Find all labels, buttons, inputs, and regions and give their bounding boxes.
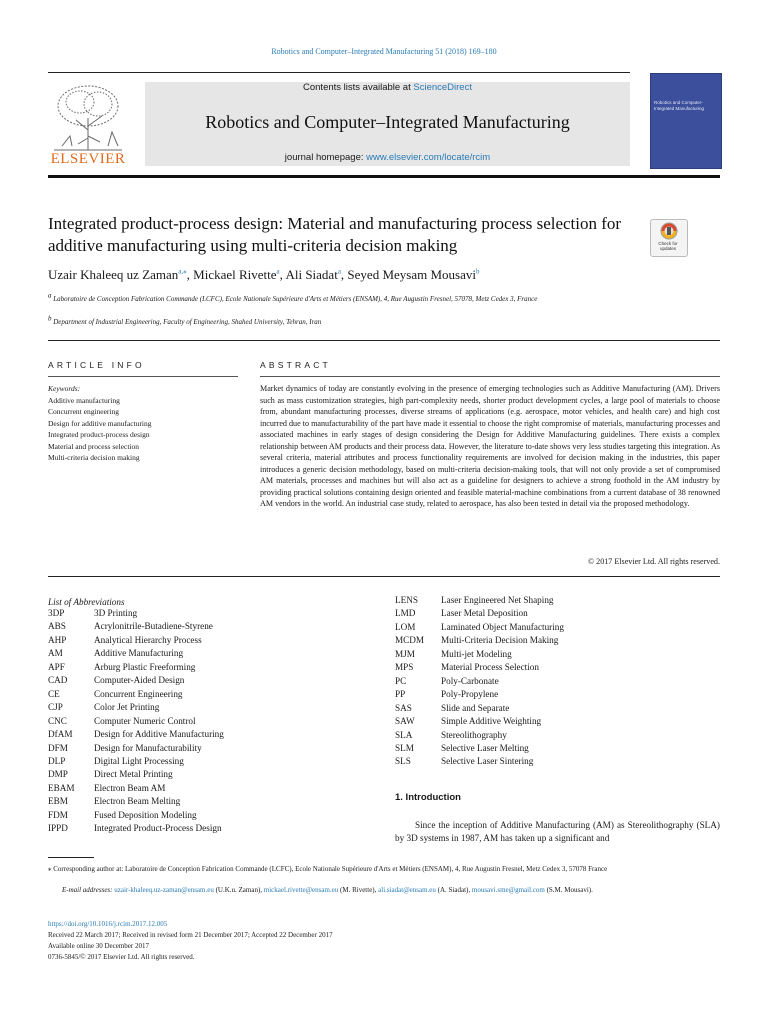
abbreviations-table-left [48, 607, 224, 836]
abbreviation-code: CJP [48, 702, 63, 713]
abbreviation-meaning: Selective Laser Melting [441, 742, 529, 753]
homepage-prefix: journal homepage: [284, 152, 367, 163]
available-online-date: Available online 30 December 2017 [48, 942, 149, 950]
introduction-text: Since the inception of Additive Manufacturing (AM) as Stereolithography (SLA) by 3D systems in 1987, AM has taken up a significant and [395, 820, 720, 844]
abbreviation-meaning: Slide and Separate [441, 702, 510, 713]
abbreviation-row [48, 701, 224, 714]
abbreviation-code: FDM [48, 809, 68, 820]
abbreviation-row [395, 675, 564, 688]
author[interactable] [48, 267, 187, 282]
abbreviations-title: List of Abbreviations [48, 597, 125, 607]
abbreviation-meaning: Selective Laser Sintering [441, 756, 534, 767]
abbreviation-code: PC [395, 675, 407, 686]
abbreviation-code: EBAM [48, 782, 75, 793]
email-link[interactable]: uzair-khaleeq.uz-zaman@ensam.eu [114, 886, 214, 894]
received-dates: Received 22 March 2017; Received in revised form 21 December 2017; Accepted 22 December 2017 [48, 931, 333, 939]
abbreviation-row [395, 648, 564, 661]
abbreviation-code: SLM [395, 742, 414, 753]
abbreviation-row [395, 729, 564, 742]
abbreviation-code: AM [48, 648, 63, 659]
abbreviation-meaning: Direct Metal Printing [94, 769, 173, 780]
abbreviation-row [395, 634, 564, 647]
abbreviation-row [48, 742, 224, 755]
author-separator: , [279, 267, 286, 282]
abstract-heading: ABSTRACT [260, 360, 331, 370]
abbreviation-row [48, 728, 224, 741]
abbreviation-meaning: 3D Printing [94, 608, 138, 618]
journal-homepage-link[interactable]: www.elsevier.com/locate/rcim [366, 152, 491, 163]
affiliation-mark: a [48, 291, 52, 300]
abbreviation-meaning: Additive Manufacturing [94, 648, 184, 659]
abbreviation-code: MPS [395, 662, 414, 673]
affiliation-text: Department of Industrial Engineering, Faculty of Engineering, Shahed University, Tehran, Iran [53, 318, 322, 326]
abbreviation-row [395, 661, 564, 674]
abbreviation-row [48, 607, 224, 620]
abbreviations-table-right [395, 594, 564, 769]
abbreviation-row [395, 742, 564, 755]
abbreviation-code: SAS [395, 702, 412, 713]
abbreviation-meaning: Computer Numeric Control [94, 715, 196, 726]
abstract-text: Market dynamics of today are constantly evolving in the presence of emerging technologies such as Additive Manufacturing (AM). Drivers such as mass customization strategies, high part-complexity needs, shorter product development cycles, a large pool of materials to choose from, abundant manufacturing processes, diverse streams of applications (e.g. aerospace, motor vehicles, and health care) and high cost incurred due to manufacturability of the part have made it essential to choose the right compromise of materials, manufacturing processes and associated machines in early stages of design considering the Design for Additive Manufacturing guidelines. There exists a complex relationship between AM products and their process data. However, the literature to-date shows very less studies targeting this integration. As several criteria, material attributes and process functionality requirements are involved for decision making in the industries, this paper introduces a generic decision methodology, based on multi-criteria decision-making tools, that will not only provide a set of compromised AM materials, processes and machines but will also act as a guideline for designers to achieve a strong foothold in the AM industry by providing practical solutions containing design oriented and feasible material-machine combinations from a current database of 38 renowned AM vendors in the world. An industrial case study, related to aerospace, has also been tested in detail via the proposed methodology. [260, 384, 720, 509]
abbreviation-meaning: Design for Manufacturability [94, 742, 202, 753]
email-link[interactable]: mickael.rivette@ensam.eu [263, 886, 339, 894]
abbreviation-meaning: Laminated Object Manufacturing [441, 621, 564, 632]
abbreviation-code: DMP [48, 769, 68, 780]
abbreviation-code: CE [48, 688, 60, 699]
abbreviation-row [395, 607, 564, 620]
email-owner: (S.M. Mousavi). [544, 886, 593, 894]
author-name: Uzair Khaleeq uz Zaman [48, 267, 179, 282]
author[interactable] [193, 267, 280, 282]
abbreviation-meaning: Color Jet Printing [94, 702, 160, 713]
abbreviation-meaning: Integrated Product-Process Design [94, 823, 222, 834]
corresponding-mark: ⁎ [48, 865, 52, 873]
abbreviation-code: SLS [395, 756, 411, 767]
email-link[interactable]: ali.siadat@ensam.eu [378, 886, 436, 894]
abbreviation-code: SLA [395, 729, 413, 740]
affiliation-mark: b [48, 314, 52, 323]
corresponding-author-note [48, 864, 720, 875]
author-name: Seyed Meysam Mousavi [347, 267, 476, 282]
abbreviation-code: LENS [395, 595, 418, 605]
author-name: Mickael Rivette [193, 267, 277, 282]
abbreviation-row [48, 755, 224, 768]
check-for-updates-label: Check for updates [658, 241, 678, 251]
abbreviation-code: 3DP [48, 608, 65, 618]
abbreviation-row [48, 768, 224, 781]
abbreviation-meaning: Computer-Aided Design [94, 675, 185, 686]
abbreviation-meaning: Poly-Carbonate [441, 675, 499, 686]
abbreviation-row [48, 782, 224, 795]
abbreviation-meaning: Arburg Plastic Freeforming [94, 661, 196, 672]
abstract-end-divider [48, 576, 720, 577]
abbreviation-meaning: Simple Additive Weighting [441, 716, 542, 727]
header-divider [48, 175, 720, 178]
abbreviation-code: PP [395, 689, 406, 700]
abbreviation-meaning: Multi-Criteria Decision Making [441, 635, 559, 646]
author[interactable] [285, 267, 340, 282]
abstract-copyright: © 2017 Elsevier Ltd. All rights reserved. [587, 557, 720, 566]
journal-reference[interactable]: Robotics and Computer–Integrated Manufacturing 51 (2018) 169–180 [271, 47, 497, 56]
keyword[interactable]: Multi-criteria decision making [48, 453, 140, 463]
email-label: E-mail addresses: [62, 886, 115, 894]
keywords-label: Keywords: [48, 384, 81, 393]
abbreviation-row [48, 822, 224, 835]
abbreviation-row [48, 634, 224, 647]
abbreviation-row [48, 674, 224, 687]
email-owner: (M. Rivette), [338, 886, 379, 894]
sciencedirect-link[interactable]: ScienceDirect [413, 82, 472, 93]
abbreviation-code: DLP [48, 755, 66, 766]
keyword[interactable]: Material and process selection [48, 441, 140, 451]
abbreviation-meaning: Concurrent Engineering [94, 688, 183, 699]
abbreviation-code: DFM [48, 742, 68, 753]
abbreviation-row [48, 809, 224, 822]
affiliation [48, 291, 720, 305]
keyword[interactable]: Design for additive manufacturing [48, 418, 152, 428]
introduction-heading: 1. Introduction [395, 792, 461, 803]
abbreviation-meaning: Analytical Hierarchy Process [94, 634, 202, 645]
author-name: Ali Siadat [285, 267, 338, 282]
abbreviation-meaning: Poly-Propylene [441, 689, 499, 700]
author-affiliation-marker[interactable]: a [337, 267, 341, 276]
section-divider [48, 340, 720, 341]
abbreviation-code: APF [48, 661, 65, 672]
contents-prefix: Contents lists available at [303, 82, 414, 93]
author-separator: , [340, 267, 348, 282]
keyword-list [48, 395, 238, 463]
abbreviation-code: SAW [395, 716, 415, 727]
journal-homepage-line [145, 152, 630, 163]
abstract-divider [260, 376, 720, 377]
journal-cover-image[interactable] [650, 73, 722, 169]
abbreviation-row [48, 661, 224, 674]
abbreviation-meaning: Multi-jet Modeling [441, 648, 512, 659]
abbreviation-row [48, 647, 224, 660]
issn-copyright: 0736-5845/© 2017 Elsevier Ltd. All rights reserved. [48, 953, 195, 961]
abbreviation-row [48, 715, 224, 728]
journal-cover-title: Robotics and Computer-Integrated Manufacturing [654, 100, 705, 111]
author-list [48, 267, 688, 283]
abbreviation-meaning: Electron Beam Melting [94, 796, 181, 807]
abbreviation-meaning: Stereolithography [441, 729, 507, 740]
check-for-updates-button[interactable] [650, 219, 688, 257]
journal-name: Robotics and Computer–Integrated Manufacturing [205, 112, 570, 132]
author-separator: , [186, 267, 194, 282]
abbreviation-meaning: Material Process Selection [441, 662, 539, 673]
abbreviation-row [48, 620, 224, 633]
abbreviation-code: CAD [48, 675, 68, 686]
abbreviation-code: LMD [395, 608, 416, 619]
elsevier-logo-text[interactable]: ELSEVIER [50, 151, 126, 167]
abbreviation-meaning: Electron Beam AM [94, 782, 166, 793]
affiliation-text: Laboratoire de Conception Fabrication Commande (LCFC), Ecole Nationale Supérieure d'Arts et Métiers (ENSAM), 4, Rue Augustin Fresnel, 57078, Metz Cedex 3, France [53, 295, 538, 303]
footnote-divider [48, 857, 94, 858]
author-affiliation-marker[interactable]: b [475, 267, 480, 276]
elsevier-tree-logo-icon [48, 80, 128, 152]
author[interactable] [347, 267, 479, 282]
abbreviation-meaning: Digital Light Processing [94, 755, 184, 766]
doi-link[interactable]: https://doi.org/10.1016/j.rcim.2017.12.005 [48, 920, 168, 928]
article-info-divider [48, 376, 238, 377]
abbreviation-meaning: Laser Metal Deposition [441, 608, 528, 619]
abbreviation-row [395, 702, 564, 715]
email-owner: (U.K.u. Zaman), [213, 886, 264, 894]
top-divider [48, 72, 630, 73]
abbreviation-meaning: Fused Deposition Modeling [94, 809, 197, 820]
author-affiliation-marker[interactable]: a,⁎ [178, 267, 187, 276]
abbreviation-meaning: Design for Additive Manufacturing [94, 729, 224, 740]
abbreviation-row [395, 688, 564, 701]
contents-line [145, 82, 630, 93]
abbreviation-code: EBM [48, 796, 68, 807]
abbreviation-code: AHP [48, 634, 67, 645]
abbreviation-code: IPPD [48, 823, 68, 834]
corresponding-author-text: Corresponding author at: Laboratoire de Conception Fabrication Commande (LCFC), Ecole Nationale Supérieure d'Arts et Métiers (ENSAM), 4, Rue Augustin Fresnel, Metz Cedex 3, 57078 France [53, 865, 608, 873]
keyword[interactable]: Additive manufacturing [48, 396, 120, 405]
abbreviation-code: LOM [395, 621, 416, 632]
article-info-heading: ARTICLE INFO [48, 360, 145, 370]
abbreviation-row [395, 755, 564, 768]
abbreviation-meaning: Acrylonitrile-Butadiene-Styrene [94, 621, 213, 632]
affiliation [48, 314, 720, 328]
email-link[interactable]: mousavi.sme@gmail.com [471, 886, 545, 894]
email-addresses [48, 885, 720, 896]
abbreviation-row [395, 621, 564, 634]
abbreviation-row [395, 594, 564, 607]
author-affiliation-marker[interactable]: a [276, 267, 280, 276]
abbreviation-code: MJM [395, 648, 415, 659]
keyword[interactable]: Integrated product-process design [48, 430, 150, 440]
abbreviation-code: DfAM [48, 729, 73, 740]
abbreviation-row [395, 715, 564, 728]
email-owner: (A. Siadat), [435, 886, 472, 894]
abbreviation-row [48, 688, 224, 701]
keyword[interactable]: Concurrent engineering [48, 407, 120, 417]
abbreviation-row [48, 795, 224, 808]
abbreviation-code: ABS [48, 621, 66, 632]
abbreviation-code: MCDM [395, 635, 425, 646]
check-updates-icon [651, 220, 687, 242]
abbreviation-code: CNC [48, 715, 67, 726]
abbreviation-meaning: Laser Engineered Net Shaping [441, 595, 554, 605]
article-title: Integrated product-process design: Material and manufacturing process selection for additive manufacturing using multi-criteria decision making [48, 214, 622, 255]
